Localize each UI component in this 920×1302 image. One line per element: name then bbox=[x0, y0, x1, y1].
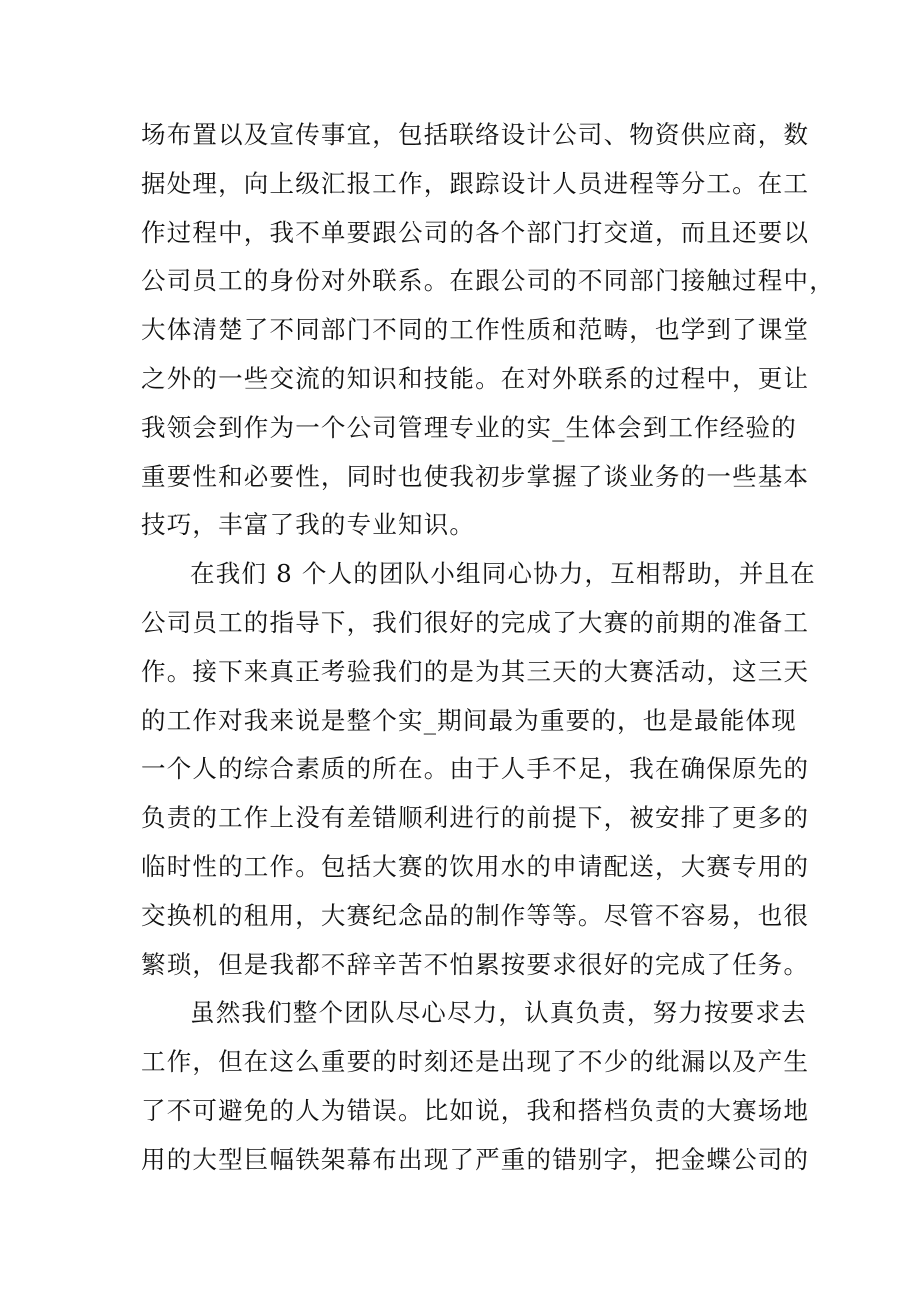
text-line: 之外的一些交流的知识和技能。在对外联系的过程中，更让 bbox=[141, 363, 810, 393]
text-line: 公司员工的指导下，我们很好的完成了大赛的前期的准备工 bbox=[141, 607, 810, 637]
body-text bbox=[141, 111, 835, 1185]
text-line: 负责的工作上没有差错顺利进行的前提下，被安排了更多的 bbox=[141, 803, 810, 833]
text-line: 繁琐，但是我都不辞辛苦不怕累按要求很好的完成了任务。 bbox=[141, 949, 810, 979]
text-line: 在我们 8 个人的团队小组同心协力，互相帮助，并且在 bbox=[190, 559, 816, 589]
text-line: 我领会到作为一个公司管理专业的实_生体会到工作经验的 bbox=[141, 412, 797, 442]
text-line: 技巧，丰富了我的专业知识。 bbox=[141, 510, 476, 540]
text-line: 公司员工的身份对外联系。在跟公司的不同部门接触过程中， bbox=[141, 266, 835, 296]
text-line: 重要性和必要性，同时也使我初步掌握了谈业务的一些基本 bbox=[141, 461, 810, 491]
text-line: 据处理，向上级汇报工作，跟踪设计人员进程等分工。在工 bbox=[141, 168, 810, 198]
text-line: 交换机的租用，大赛纪念品的制作等等。尽管不容易，也很 bbox=[141, 900, 810, 930]
text-line: 一个人的综合素质的所在。由于人手不足，我在确保原先的 bbox=[141, 754, 810, 784]
text-line: 大体清楚了不同部门不同的工作性质和范畴，也学到了课堂 bbox=[141, 315, 810, 345]
text-line: 临时性的工作。包括大赛的饮用水的申请配送，大赛专用的 bbox=[141, 851, 810, 881]
text-line: 的工作对我来说是整个实_期间最为重要的，也是最能体现 bbox=[141, 705, 797, 735]
paragraph-1 bbox=[141, 111, 835, 550]
text-line: 工作，但在这么重要的时刻还是出现了不少的纰漏以及产生 bbox=[141, 1047, 810, 1077]
paragraph-3 bbox=[141, 989, 810, 1184]
text-line: 用的大型巨幅铁架幕布出现了严重的错别字，把金蝶公司的 bbox=[141, 1144, 810, 1174]
text-line: 作过程中，我不单要跟公司的各个部门打交道，而且还要以 bbox=[141, 217, 810, 247]
paragraph-2 bbox=[141, 550, 816, 989]
text-line: 场布置以及宣传事宜，包括联络设计公司、物资供应商，数 bbox=[141, 120, 810, 149]
text-line: 虽然我们整个团队尽心尽力，认真负责，努力按要求去 bbox=[190, 998, 807, 1028]
text-line: 了不可避免的人为错误。比如说，我和搭档负责的大赛场地 bbox=[141, 1095, 810, 1125]
text-line: 作。接下来真正考验我们的是为其三天的大赛活动，这三天 bbox=[141, 656, 810, 686]
